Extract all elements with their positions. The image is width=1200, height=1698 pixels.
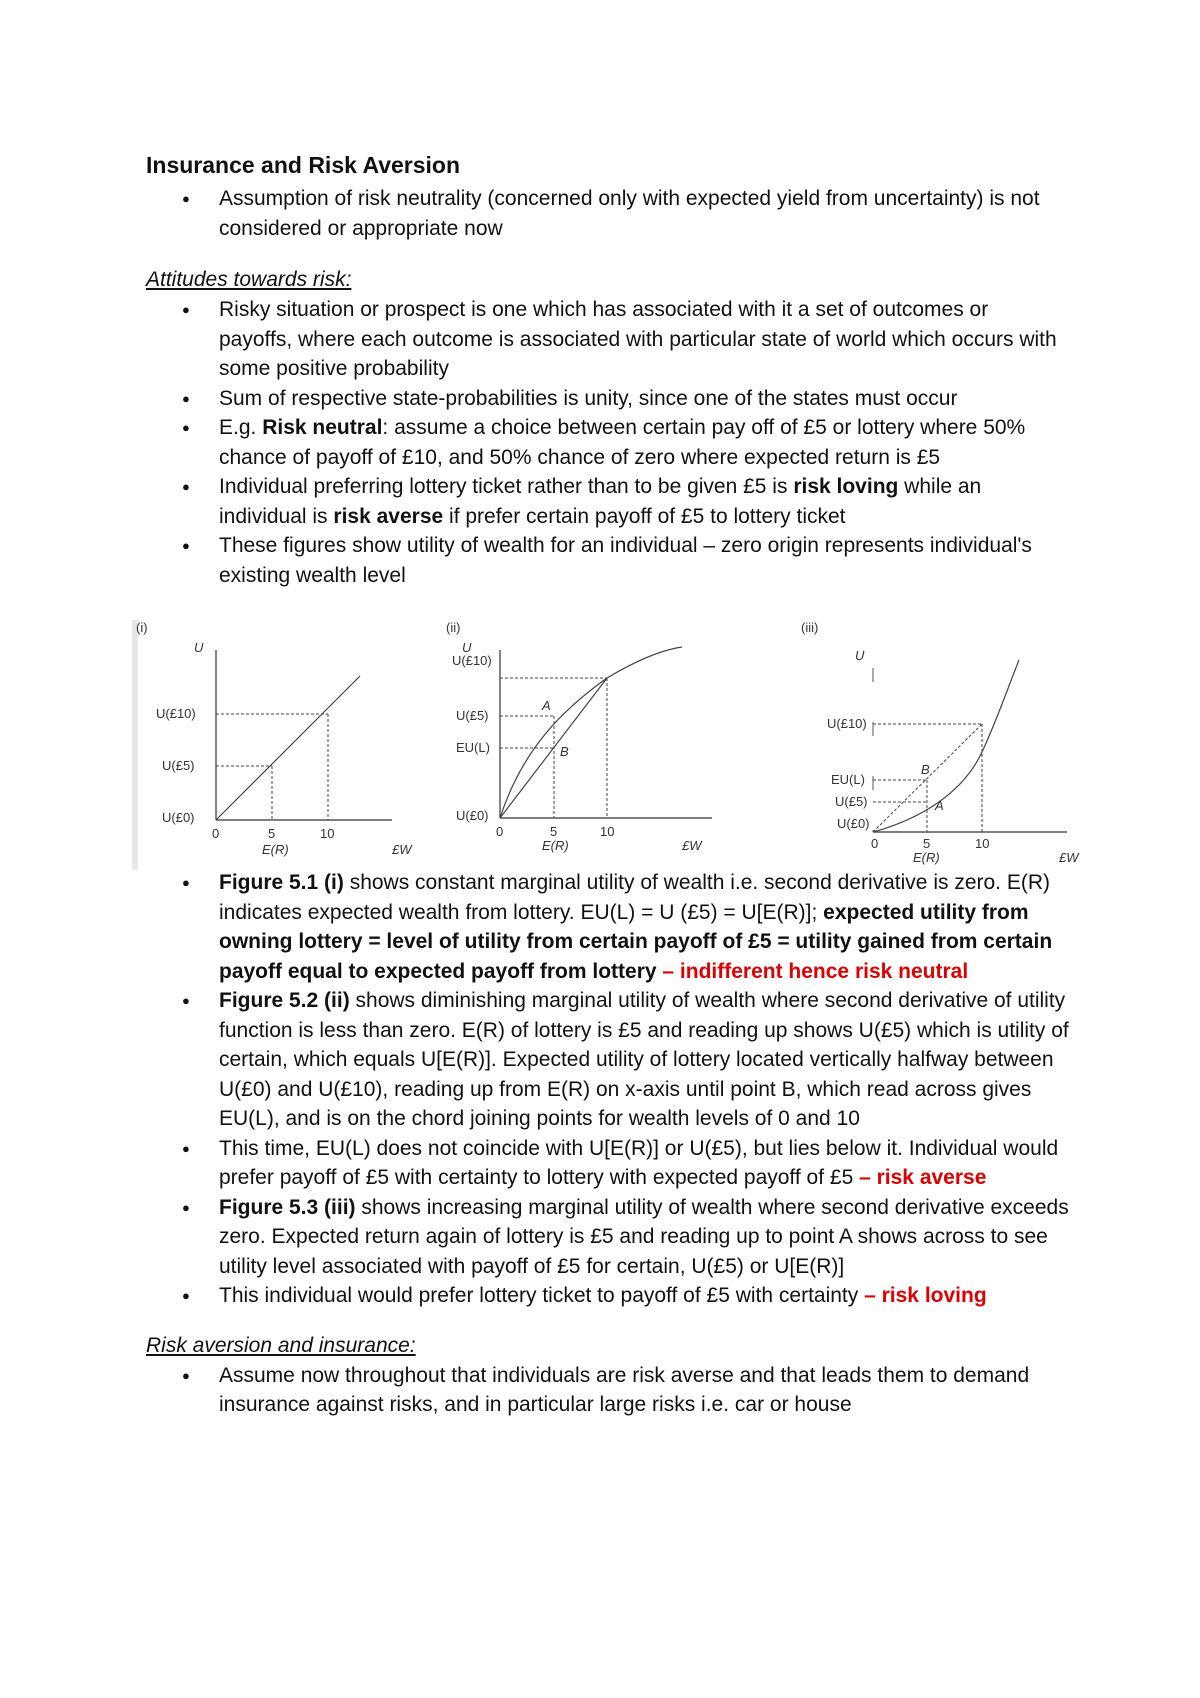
w-label: £W: [682, 838, 702, 853]
label-u5: U(£5): [835, 794, 868, 809]
label-u5: U(£5): [456, 708, 489, 723]
er-label: E(R): [262, 842, 289, 857]
label-u0: U(£0): [837, 816, 870, 831]
label-eul: EU(L): [831, 772, 865, 787]
point-b: B: [921, 762, 930, 777]
list-item: [146, 868, 1076, 986]
text-run: Individual preferring lottery ticket rather than to be given £5 is: [219, 475, 794, 498]
tick-5: 5: [268, 826, 276, 841]
list-item: [146, 1193, 1076, 1282]
section-heading-attitudes: Attitudes towards risk:: [146, 268, 352, 291]
figure-explanations-list: [146, 868, 1076, 1311]
text-run: : assume a choice between certain pay off of £5 or lottery where 50% chance of payoff of £10, and 50% chance of zero where expected return is £5: [219, 416, 1026, 469]
bold-run: expected utility from owning lottery = level of utility from certain payoff of £5 = utility gained from certain payoff equal to expected payoff from lottery: [219, 900, 1053, 983]
bold-run: Figure 5.1 (i): [219, 871, 344, 894]
list-item: ● Assumption of risk neutrality (concerned only with expected yield from uncertainty) is not considered or appropriate now: [146, 184, 1066, 243]
label-eul: EU(L): [456, 740, 490, 755]
figure-label: (iii): [801, 620, 819, 635]
tick-10: 10: [320, 826, 335, 841]
w-label: £W: [1059, 850, 1079, 865]
y-axis-label: U: [194, 640, 204, 655]
bold-run: Figure 5.3 (iii): [219, 1195, 356, 1219]
figure-label: (ii): [446, 620, 461, 635]
utility-figures: [132, 620, 1092, 880]
text-run: while an individual is: [219, 475, 982, 528]
text-run: shows increasing marginal utility of wealth where second derivative exceeds zero. Expected return again of lottery is £5 and reading up to point A shows across to see utility level associated with payoff of £5 for certain, U(£5) or U[E(R)]: [219, 1195, 1069, 1278]
attitudes-list: [146, 295, 1066, 590]
tick-10: 10: [600, 824, 615, 839]
bold-run: risk averse: [333, 504, 444, 528]
red-run: – indifferent hence risk neutral: [656, 959, 969, 983]
figure-i: [132, 620, 412, 870]
label-u5: U(£5): [162, 758, 195, 773]
point-a: A: [935, 798, 944, 813]
text-run: This time, EU(L) does not coincide with U[E(R)] or U(£5), but lies below it. Individual would prefer payoff of £5 with certainty to lottery with expected payoff of £5: [219, 1136, 1059, 1189]
intro-list: [146, 184, 1066, 243]
list-item: ● These figures show utility of wealth for an individual – zero origin represents individual's existing wealth level: [146, 531, 1066, 590]
convex-utility-curve: [873, 660, 1019, 832]
insurance-list: [146, 1361, 1076, 1420]
red-run: – risk loving: [858, 1284, 987, 1307]
label-u10: U(£10): [827, 716, 867, 731]
point-b: B: [560, 744, 569, 759]
label-u0: U(£0): [456, 808, 489, 823]
text-run: shows diminishing marginal utility of wealth where second derivative of utility function is less than zero. E(R) of lottery is £5 and reading up shows U(£5) which is utility of certain, which equals U[E(R)]. Expected utility of lottery located vertically halfway between U(£0) and U(£10), reading up from E(R) on x-axis until point B, which read across gives EU(L), and is on the chord joining points for wealth levels of 0 and 10: [219, 989, 1069, 1130]
figure-ii: [442, 620, 742, 870]
list-item: [146, 1281, 1076, 1311]
y-axis-label: U: [855, 648, 865, 663]
section-heading-insurance: Risk aversion and insurance:: [146, 1333, 416, 1357]
label-u10: U(£10): [156, 706, 196, 721]
concave-utility-curve: [500, 647, 682, 818]
tick-0: 0: [212, 826, 220, 841]
w-label: £W: [392, 842, 412, 857]
page-title: Insurance and Risk Aversion: [146, 152, 461, 178]
tick-0: 0: [496, 824, 504, 839]
y-axis-label: U: [462, 640, 472, 655]
point-a: A: [542, 698, 551, 713]
label-u10: U(£10): [452, 653, 492, 668]
label-u0: U(£0): [162, 810, 195, 825]
utility-line: [216, 676, 360, 820]
scan-shadow: [132, 620, 138, 870]
list-item: [146, 1134, 1076, 1193]
text-run: if prefer certain payoff of £5 to lottery ticket: [443, 504, 846, 528]
tick-5: 5: [550, 824, 558, 839]
er-label: E(R): [542, 838, 569, 853]
list-item: ● Risky situation or prospect is one which has associated with it a set of outcomes or payoffs, where each outcome is associated with particular state of world which occurs with some positive probability: [146, 295, 1066, 384]
bold-run: Risk neutral: [262, 416, 383, 439]
content-top: [146, 150, 1066, 590]
content-bottom: [146, 868, 1076, 1420]
bold-run: Figure 5.2 (ii): [219, 989, 350, 1012]
text-run: This individual would prefer lottery ticket to payoff of £5 with certainty: [219, 1284, 859, 1307]
bold-run: risk loving: [793, 475, 899, 498]
figure-label: (i): [136, 620, 148, 635]
er-label: E(R): [913, 850, 940, 865]
tick-0: 0: [871, 836, 879, 851]
list-item: ● Assume now throughout that individuals are risk averse and that leads them to demand insurance against risks, and in particular large risks i.e. car or house: [146, 1361, 1076, 1420]
text-run: E.g.: [219, 416, 263, 439]
list-item: [146, 413, 1066, 472]
red-run: – risk averse: [853, 1166, 987, 1189]
tick-5: 5: [923, 836, 931, 851]
list-item: ● Sum of respective state-probabilities is unity, since one of the states must occur: [146, 384, 1066, 414]
text-run: shows constant marginal utility of wealth i.e. second derivative is zero. E(R) indicates expected wealth from lottery. EU(L) = U (£5) = U[E(R)];: [219, 871, 1050, 924]
figure-iii: [797, 620, 1097, 870]
tick-10: 10: [975, 836, 990, 851]
list-item: [146, 472, 1066, 531]
list-item: [146, 986, 1076, 1134]
